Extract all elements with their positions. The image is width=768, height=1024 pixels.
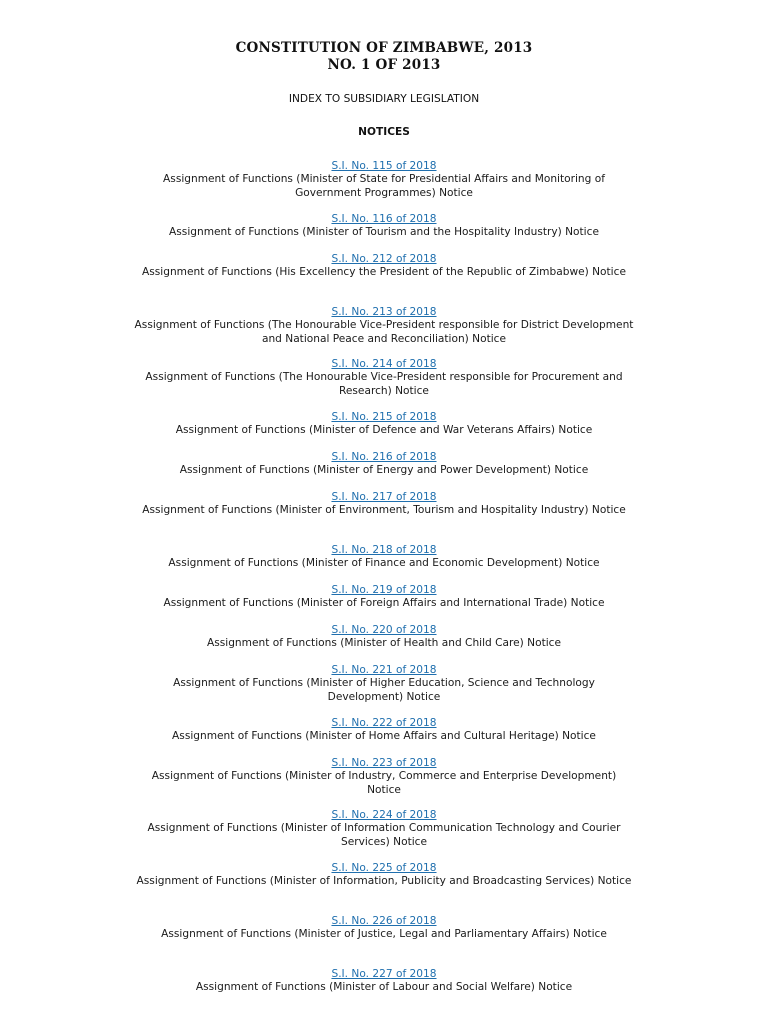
entry-description: Assignment of Functions (Minister of Environment, Tourism and Hospitality Industry) Notice bbox=[142, 504, 626, 517]
si-link[interactable]: S.I. No. 221 of 2018 bbox=[331, 664, 437, 676]
list-item bbox=[134, 909, 634, 942]
si-link[interactable]: S.I. No. 216 of 2018 bbox=[331, 451, 437, 463]
si-link[interactable]: S.I. No. 219 of 2018 bbox=[331, 584, 437, 596]
section-heading-notices: NOTICES bbox=[358, 126, 410, 138]
list-item bbox=[134, 751, 634, 797]
entry-description: Assignment of Functions (Minister of Tourism and the Hospitality Industry) Notice bbox=[169, 226, 599, 239]
list-item bbox=[134, 405, 634, 438]
list-item bbox=[134, 711, 634, 744]
entry-description: Assignment of Functions (Minister of Information, Publicity and Broadcasting Services) Notice bbox=[136, 875, 632, 888]
entry-description: Assignment of Functions (Minister of Industry, Commerce and Enterprise Development) Notice bbox=[151, 770, 617, 796]
list-item bbox=[134, 618, 634, 651]
list-item bbox=[134, 154, 634, 200]
document-title: CONSTITUTION OF ZIMBABWE, 2013 bbox=[235, 40, 533, 56]
list-item bbox=[134, 247, 634, 280]
si-link[interactable]: S.I. No. 218 of 2018 bbox=[331, 544, 437, 556]
entry-description: Assignment of Functions (The Honourable Vice-President responsible for District Development and National Peace and Reconciliation) Notice bbox=[134, 319, 634, 345]
si-link[interactable]: S.I. No. 115 of 2018 bbox=[331, 160, 437, 172]
entry-description: Assignment of Functions (Minister of Home Affairs and Cultural Heritage) Notice bbox=[172, 730, 596, 743]
list-item bbox=[134, 352, 634, 398]
list-item bbox=[134, 578, 634, 611]
entry-description: Assignment of Functions (The Honourable Vice-President responsible for Procurement and Research) Notice bbox=[145, 371, 623, 397]
entry-description: Assignment of Functions (Minister of Health and Child Care) Notice bbox=[206, 637, 562, 650]
si-link[interactable]: S.I. No. 224 of 2018 bbox=[331, 809, 437, 821]
list-item bbox=[134, 658, 634, 704]
si-link[interactable]: S.I. No. 223 of 2018 bbox=[331, 757, 437, 769]
document-number: NO. 1 OF 2013 bbox=[327, 57, 441, 73]
entry-description: Assignment of Functions (Minister of Foreign Affairs and International Trade) Notice bbox=[163, 597, 605, 610]
si-link[interactable]: S.I. No. 225 of 2018 bbox=[331, 862, 437, 874]
entry-description: Assignment of Functions (Minister of Labour and Social Welfare) Notice bbox=[195, 981, 573, 994]
entry-description: Assignment of Functions (Minister of Higher Education, Science and Technology Development) Notice bbox=[173, 677, 595, 703]
list-item bbox=[134, 485, 634, 518]
entry-description: Assignment of Functions (His Excellency the President of the Republic of Zimbabwe) Notice bbox=[142, 266, 626, 279]
entry-description: Assignment of Functions (Minister of Finance and Economic Development) Notice bbox=[168, 557, 600, 570]
si-link[interactable]: S.I. No. 220 of 2018 bbox=[331, 624, 437, 636]
entry-description: Assignment of Functions (Minister of State for Presidential Affairs and Monitoring of Government Programmes) Notice bbox=[163, 173, 605, 199]
list-item bbox=[134, 803, 634, 849]
list-item bbox=[134, 856, 634, 889]
si-link[interactable]: S.I. No. 217 of 2018 bbox=[331, 491, 437, 503]
list-item bbox=[134, 445, 634, 478]
entry-description: Assignment of Functions (Minister of Defence and War Veterans Affairs) Notice bbox=[175, 424, 593, 437]
si-link[interactable]: S.I. No. 222 of 2018 bbox=[331, 717, 437, 729]
list-item bbox=[134, 300, 634, 346]
entry-description: Assignment of Functions (Minister of Energy and Power Development) Notice bbox=[179, 464, 589, 477]
list-item bbox=[134, 538, 634, 571]
entry-description: Assignment of Functions (Minister of Information Communication Technology and Courier Services) Notice bbox=[147, 822, 621, 848]
entry-description: Assignment of Functions (Minister of Justice, Legal and Parliamentary Affairs) Notice bbox=[161, 928, 607, 941]
list-item bbox=[134, 207, 634, 240]
si-link[interactable]: S.I. No. 116 of 2018 bbox=[331, 213, 437, 225]
si-link[interactable]: S.I. No. 227 of 2018 bbox=[331, 968, 437, 980]
si-link[interactable]: S.I. No. 212 of 2018 bbox=[331, 253, 437, 265]
si-link[interactable]: S.I. No. 226 of 2018 bbox=[331, 915, 437, 927]
si-link[interactable]: S.I. No. 213 of 2018 bbox=[331, 306, 437, 318]
index-heading: INDEX TO SUBSIDIARY LEGISLATION bbox=[288, 93, 480, 105]
list-item bbox=[134, 962, 634, 995]
si-link[interactable]: S.I. No. 215 of 2018 bbox=[331, 411, 437, 423]
si-link[interactable]: S.I. No. 214 of 2018 bbox=[331, 358, 437, 370]
